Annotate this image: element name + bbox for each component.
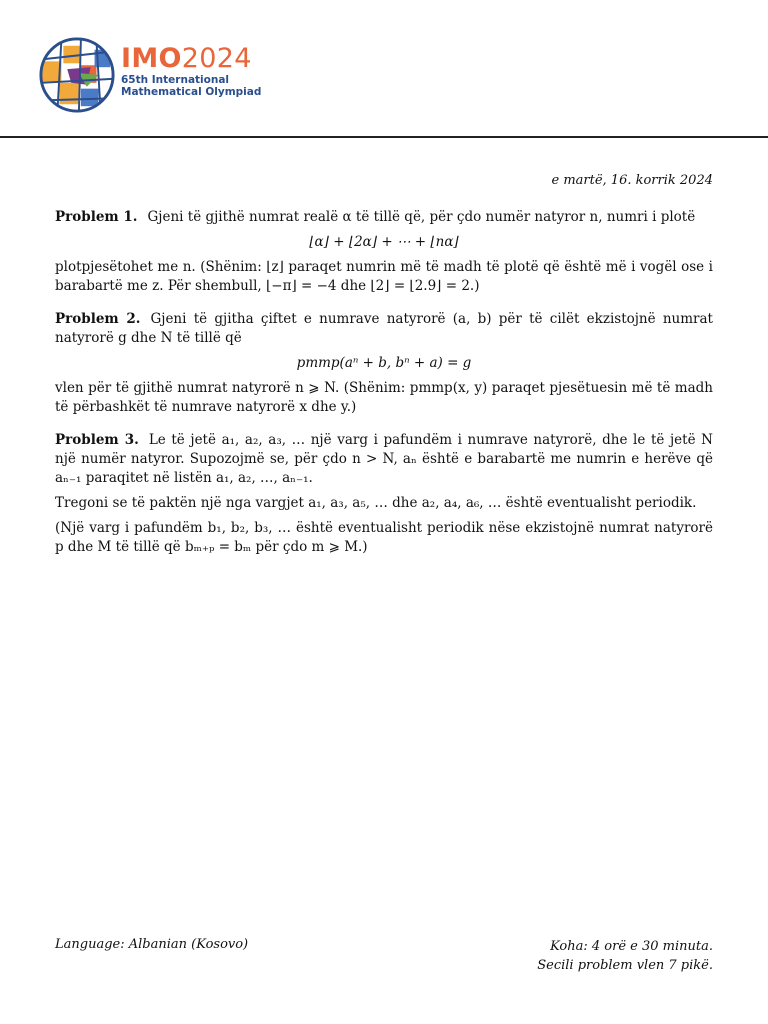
problem-2-equation: pmmp(aⁿ + b, bⁿ + a) = g <box>296 355 472 371</box>
problem-1-intro <box>55 208 713 227</box>
brand-title-year: 2024 <box>181 43 252 74</box>
problem-3-intro <box>55 431 713 488</box>
imo-logo-icon <box>38 36 116 114</box>
page-header <box>0 0 768 138</box>
footer-points: Secili problem vlen 7 pikë. <box>537 958 713 973</box>
problem-2-after: vlen për të gjithë numrat natyrorë n ⩾ N. (Shënim: pmmp(x, y) paraqet pjesëtuesin më të madh të përbashkët të numrave natyrorë x dhe y.) <box>55 380 713 415</box>
brand-title-main: IMO <box>121 43 182 74</box>
header-divider <box>0 136 768 138</box>
brand-block <box>121 44 261 98</box>
brand-title <box>121 44 261 74</box>
footer-time: Koha: 4 orë e 30 minuta. <box>550 939 713 954</box>
problem-1-title: Problem 1. <box>55 209 138 225</box>
problem-1-text: Gjeni të gjithë numrat realë α të tillë që, për çdo numër natyror n, numri i plotë <box>147 209 696 225</box>
problem-3-title: Problem 3. <box>55 432 139 448</box>
problem-3-para3: (Një varg i pafundëm b₁, b₂, b₃, … është eventualisht periodik nëse ekzistojnë numrat natyrorë p dhe M të tillë që bₘ₊ₚ = bₘ për çdo m ⩾ M.) <box>55 520 713 555</box>
problem-3 <box>55 431 713 557</box>
footer-language: Language: Albanian (Kosovo) <box>55 937 249 952</box>
problem-2-title: Problem 2. <box>55 311 141 327</box>
footer-info <box>537 937 713 975</box>
problem-1-equation: ⌊α⌋ + ⌊2α⌋ + ⋯ + ⌊nα⌋ <box>309 234 459 250</box>
problems-section <box>55 208 713 571</box>
problem-1-after: plotpjesëtohet me n. (Shënim: ⌊z⌋ paraqet numrin më të madh të plotë që është më i vogël ose i barabartë me z. Për shembull, ⌊−π⌋ = −4 dhe ⌊2⌋ = ⌊2.9⌋ = 2.) <box>55 259 713 294</box>
brand-subtitle-2: Mathematical Olympiad <box>121 86 262 98</box>
problem-2-intro <box>55 310 713 348</box>
brand-subtitle-1: 65th International <box>121 74 230 86</box>
problem-3-para2: Tregoni se të paktën një nga vargjet a₁, a₃, a₅, … dhe a₂, a₄, a₆, … është eventualisht periodik. <box>55 495 697 511</box>
problem-3-text: Le të jetë a₁, a₂, a₃, … një varg i pafundëm i numrave natyrorë, dhe le të jetë N një numër natyror. Supozojmë se, për çdo n > N, aₙ është e barabartë me numrin e herëve që aₙ₋₁ paraqitet në listën a₁, a₂, …, aₙ₋₁. <box>55 432 713 486</box>
problem-2-text: Gjeni të gjitha çiftet e numrave natyrorë (a, b) për të cilët ekzistojnë numrat natyrorë g dhe N të tillë që <box>55 311 713 346</box>
problem-1 <box>55 208 713 296</box>
problem-2 <box>55 310 713 417</box>
exam-date: e martë, 16. korrik 2024 <box>551 173 713 188</box>
